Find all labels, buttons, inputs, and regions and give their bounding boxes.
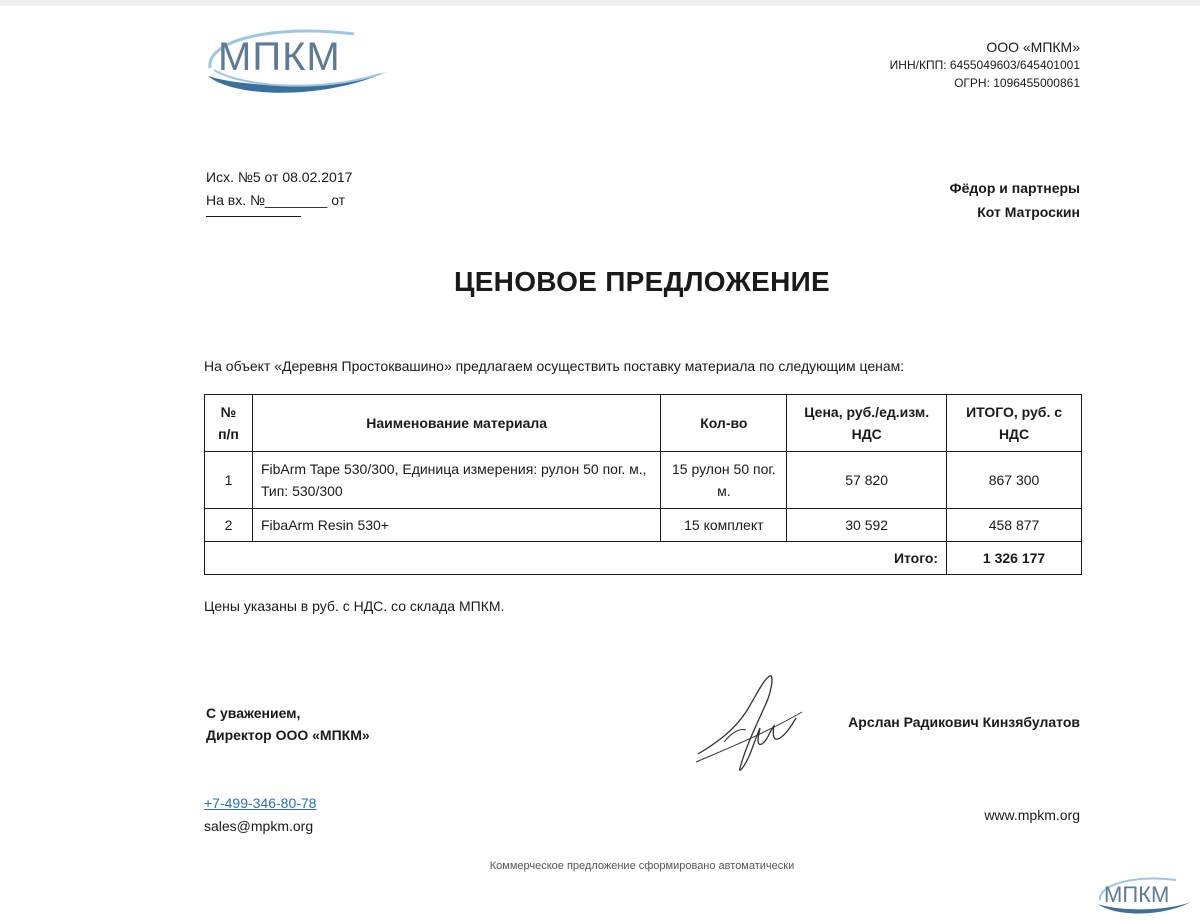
company-inn-kpp: ИНН/КПП: 6455049603/645401001 <box>889 58 1080 72</box>
table-row <box>205 509 1082 542</box>
row-quantity: 15 рулон 50 пог. м. <box>661 452 787 509</box>
row-total: 867 300 <box>947 452 1082 509</box>
date-blank-line <box>206 216 301 217</box>
footer-logo-text: МПКМ <box>1104 882 1170 907</box>
intro-text: На объект «Деревня Простоквашино» предлагаем осуществить поставку материала по следующим ценам: <box>204 358 905 374</box>
company-logo <box>204 26 388 96</box>
company-name: ООО «МПКМ» <box>986 39 1080 55</box>
total-value: 1 326 177 <box>947 542 1082 575</box>
company-ogrn: ОГРН: 1096455000861 <box>954 76 1080 90</box>
total-label: Итого: <box>205 542 947 575</box>
signature <box>694 672 804 778</box>
footer-note: Коммерческое предложение сформировано автоматически <box>489 860 795 872</box>
incoming-number: На вх. №________ от <box>206 192 346 208</box>
row-price: 30 592 <box>787 509 947 542</box>
header-material: Наименование материала <box>252 395 660 452</box>
recipient-block <box>950 176 1080 224</box>
closing-position: Директор ООО «МПКМ» <box>206 727 370 743</box>
row-price: 57 820 <box>787 452 947 509</box>
company-details <box>890 38 1080 92</box>
row-total: 458 877 <box>947 509 1082 542</box>
document-title: ЦЕНОВОЕ ПРЕДЛОЖЕНИЕ <box>453 266 831 297</box>
table-row <box>205 452 1082 509</box>
header-price: Цена, руб./ед.изм. НДС <box>787 395 947 452</box>
closing-regards: С уважением, <box>206 705 301 721</box>
website-address: www.mpkm.org <box>984 807 1080 823</box>
outgoing-number: Исх. №5 от 08.02.2017 <box>206 169 353 185</box>
phone-link[interactable]: +7-499-346-80-78 <box>204 795 317 811</box>
recipient-line-2: Кот Матроскин <box>977 204 1080 220</box>
price-note: Цены указаны в руб. с НДС. со склада МПКМ. <box>204 598 505 614</box>
email-address: sales@mpkm.org <box>204 818 314 834</box>
header-total: ИТОГО, руб. с НДС <box>947 395 1082 452</box>
footer-logo <box>1096 876 1192 916</box>
top-strip <box>0 0 1200 6</box>
header-number: № п/п <box>205 395 253 452</box>
row-number: 1 <box>205 452 253 509</box>
row-number: 2 <box>205 509 253 542</box>
recipient-line-1: Фёдор и партнеры <box>949 180 1080 196</box>
outgoing-reference <box>206 166 352 217</box>
table-total-row <box>205 542 1082 575</box>
price-table <box>204 394 1082 575</box>
director-name: Арслан Радикович Кинзябулатов <box>848 714 1080 730</box>
row-material: FibArm Tape 530/300, Единица измерения: рулон 50 пог. м., Тип: 530/300 <box>252 452 660 509</box>
row-material: FibaArm Resin 530+ <box>252 509 660 542</box>
table-header-row <box>205 395 1082 452</box>
row-quantity: 15 комплект <box>661 509 787 542</box>
closing-block <box>206 702 370 746</box>
header-quantity: Кол-во <box>661 395 787 452</box>
logo-text: МПКМ <box>218 35 341 79</box>
